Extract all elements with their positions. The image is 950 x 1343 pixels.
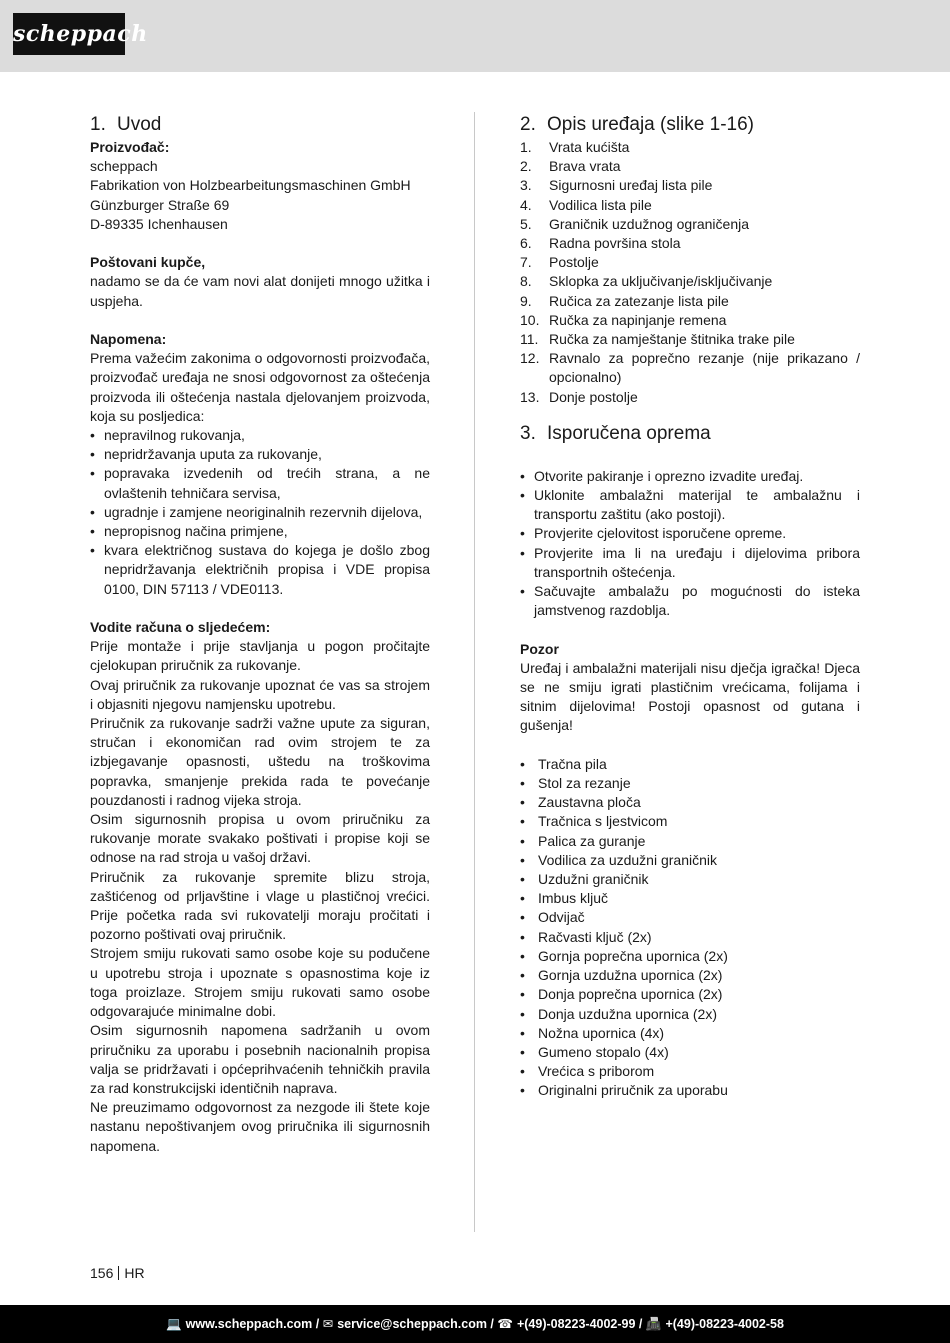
list-item: • Stol za rezanje — [520, 774, 860, 793]
list-item: • Donja poprečna upornica (2x) — [520, 985, 860, 1004]
email-link[interactable]: service@scheppach.com — [337, 1317, 487, 1331]
section-2-heading — [520, 112, 860, 138]
manufacturer-label: Proizvođač: — [90, 139, 170, 155]
list-item: • Provjerite ima li na uređaju i dijelovima pribora transportnih oštećenja. — [520, 544, 860, 582]
fax-number: +(49)-08223-4002-58 — [665, 1317, 784, 1331]
list-item: • Originalni priručnik za uporabu — [520, 1081, 860, 1100]
list-item: • Donja uzdužna upornica (2x) — [520, 1005, 860, 1024]
list-item: • Gornja uzdužna upornica (2x) — [520, 966, 860, 985]
list-item: 5. Graničnik uzdužnog ograničenja — [520, 215, 750, 232]
list-item: 2. Brava vrata — [520, 158, 621, 175]
list-item: • Uzdužni graničnik — [520, 870, 860, 889]
list-item: • Račvasti ključ (2x) — [520, 928, 860, 947]
scheppach-logo: scheppach — [13, 13, 125, 55]
right-column — [520, 112, 860, 1101]
list-item: • Palica za guranje — [520, 832, 860, 851]
manufacturer-line: Fabrikation von Holzbearbeitungsmaschinen GmbH — [90, 177, 411, 194]
list-item: • nepridržavanja uputa za rukovanje, — [90, 445, 430, 464]
manufacturer-line: Günzburger Straße 69 — [90, 196, 230, 213]
list-item: • Gornja poprečna upornica (2x) — [520, 947, 860, 966]
unpacking-list — [520, 467, 860, 621]
section-1-heading — [90, 112, 430, 138]
list-item: • Vrećica s priborom — [520, 1062, 860, 1081]
list-item: • ugradnje i zamjene neoriginalnih rezervnih dijelova, — [90, 503, 430, 522]
list-item: • nepravilnog rukovanja, — [90, 426, 430, 445]
manufacturer-block — [90, 138, 430, 234]
attention-block — [90, 618, 430, 1156]
warning-text: Uređaj i ambalažni materijali nisu dječja igračka! Djeca se ne smiju igrati plastičnim vrećicama, folijama i sitnim dijelovima! Postoji opasnost od gutana i gušenja! — [520, 659, 860, 734]
list-item: 12. Ravnalo za poprečno rezanje (nije prikazano / opcionalno) — [520, 350, 860, 386]
attention-paragraph: Ne preuzimamo odgovornost za nezgode ili štete koje nastanu nepoštivanjem ovog priručnika ili sigurnosnih napomena. — [90, 1099, 430, 1154]
attention-paragraph: Prije montaže i prije stavljanja u pogon pročitajte cjelokupan priručnik za rukovanje. — [90, 638, 430, 674]
left-column — [90, 112, 430, 1156]
section-3-heading — [520, 421, 860, 447]
website-link[interactable]: www.scheppach.com — [185, 1317, 313, 1331]
computer-icon: 💻 — [166, 1317, 182, 1331]
email-icon: ✉ — [322, 1317, 334, 1331]
list-item: • popravaka izvedenih od trećih strana, a ne ovlaštenih tehničara servisa, — [90, 464, 430, 502]
attention-paragraph: Strojem smiju rukovati samo osobe koje su podučene u upotrebu stroja i upoznate s opasnostima koje iz toga proizlaze. Strojem smiju rukovati samo osobe odgovarajuće minimalne dobi. — [90, 945, 430, 1020]
attention-paragraph: Ovaj priručnik za rukovanje upoznat će vas sa strojem i objasniti njegovu namjensku upotrebu. — [90, 676, 430, 712]
list-item: • Imbus ključ — [520, 889, 860, 908]
attention-paragraph: Osim sigurnosnih propisa u ovom priručniku za rukovanje morate svakako poštivati i propise koji se odnose na rad stroja u vašoj državi. — [90, 811, 430, 866]
attention-paragraph: Priručnik za rukovanje sadrži važne upute za siguran, stručan i ekonomičan rad ovim strojem te za izbjegavanje opasnosti, uštedu na troškovima popravka, smanjenje prekida rada te povećanje pouzdanosti i radnog vijeka stroja. — [90, 715, 430, 808]
warning-label: Pozor — [520, 640, 559, 657]
phone-icon: ☎ — [497, 1317, 513, 1331]
list-item: • nepropisnog načina primjene, — [90, 522, 430, 541]
list-item: • Nožna upornica (4x) — [520, 1024, 860, 1043]
greeting-block — [90, 253, 430, 311]
attention-paragraph: Osim sigurnosnih napomena sadržanih u ovom priručniku za uporabu i posebnih nacionalnih propisa valja se pridržavati i općeprihvaćenih tehničkih pravila za rad konstrukcijski identičnih naprava. — [90, 1022, 430, 1096]
manufacturer-line: scheppach — [90, 158, 158, 175]
list-item: • Odvijač — [520, 908, 860, 927]
phone-number: +(49)-08223-4002-99 — [516, 1317, 636, 1331]
list-item: • Uklonite ambalažni materijal te ambalažnu i transportu zaštitu (ako postoji). — [520, 486, 860, 524]
attention-label: Vodite računa o sljedećem: — [90, 619, 271, 636]
note-text: Prema važećim zakonima o odgovornosti proizvođača, proizvođač uređaja ne snosi odgovornost za oštećenja proizvoda ili oštećenja nastala djelovanjem proizvoda, koja su posljedica: — [90, 350, 430, 424]
header-band — [0, 0, 950, 72]
contact-footer: 💻 www.scheppach.com / ✉ service@scheppach.com / ☎ +(49)-08223-4002-99 / 📠 +(49)-08223-4002-58 — [0, 1305, 950, 1343]
list-item: • Provjerite cjelovitost isporučene opreme. — [520, 524, 860, 543]
manufacturer-line: D-89335 Ichenhausen — [90, 215, 228, 232]
section-number: 2. — [520, 114, 536, 135]
list-item: • kvara električnog sustava do kojega je došlo zbog nepridržavanja električnih propisa i VDE propisa 0100, DIN 57113 / VDE0113. — [90, 541, 430, 599]
attention-paragraph: Priručnik za rukovanje spremite blizu stroja, zaštićenog od prljavštine i vlage u plastičnoj vrećici. Prije početka rada svi rukovatelji moraju pročitati i pozorno poštivati ovaj priručnik. — [90, 868, 430, 943]
greeting-label: Poštovani kupče, — [90, 254, 206, 271]
section-title: Uvod — [117, 114, 162, 135]
list-item: • Sačuvajte ambalažu po mogućnosti do isteka jamstvenog razdoblja. — [520, 582, 860, 620]
liability-list — [90, 426, 430, 599]
note-block — [90, 330, 430, 599]
list-item: • Tračnica s ljestvicom — [520, 812, 860, 831]
list-item: • Tračna pila — [520, 755, 860, 774]
list-item: 11. Ručka za namještanje štitnika trake pile — [520, 331, 795, 348]
section-number: 3. — [520, 422, 536, 444]
greeting-text: nadamo se da će vam novi alat donijeti mnogo užitka i uspjeha. — [90, 273, 430, 309]
section-title: Isporučena oprema — [547, 422, 711, 444]
list-item: 7. Postolje — [520, 254, 599, 271]
list-item: • Vodilica za uzdužni graničnik — [520, 851, 860, 870]
list-item: 13. Donje postolje — [520, 388, 638, 405]
list-item: 8. Sklopka za uključivanje/isključivanje — [520, 273, 773, 290]
list-item: 9. Ručica za zatezanje lista pile — [520, 292, 729, 309]
list-item: • Gumeno stopalo (4x) — [520, 1043, 860, 1062]
section-number: 1. — [90, 114, 106, 135]
note-label: Napomena: — [90, 331, 167, 347]
list-item: 6. Radna površina stola — [520, 235, 681, 252]
list-item: 1. Vrata kućišta — [520, 139, 630, 155]
page-number-value: 156 — [90, 1265, 114, 1281]
contents-list — [520, 755, 860, 1101]
list-item: 10. Ručka za napinjanje remena — [520, 311, 727, 328]
fax-icon: 📠 — [645, 1317, 662, 1331]
section-title: Opis uređaja (slike 1-16) — [547, 114, 754, 135]
column-divider — [474, 112, 475, 1232]
list-item: 4. Vodilica lista pile — [520, 196, 652, 213]
device-parts-list — [520, 138, 860, 407]
list-item: 3. Sigurnosni uređaj lista pile — [520, 177, 713, 194]
language-code: HR — [124, 1265, 145, 1281]
page-number — [90, 1264, 145, 1283]
list-item: • Otvorite pakiranje i oprezno izvadite uređaj. — [520, 467, 860, 486]
list-item: • Zaustavna ploča — [520, 793, 860, 812]
